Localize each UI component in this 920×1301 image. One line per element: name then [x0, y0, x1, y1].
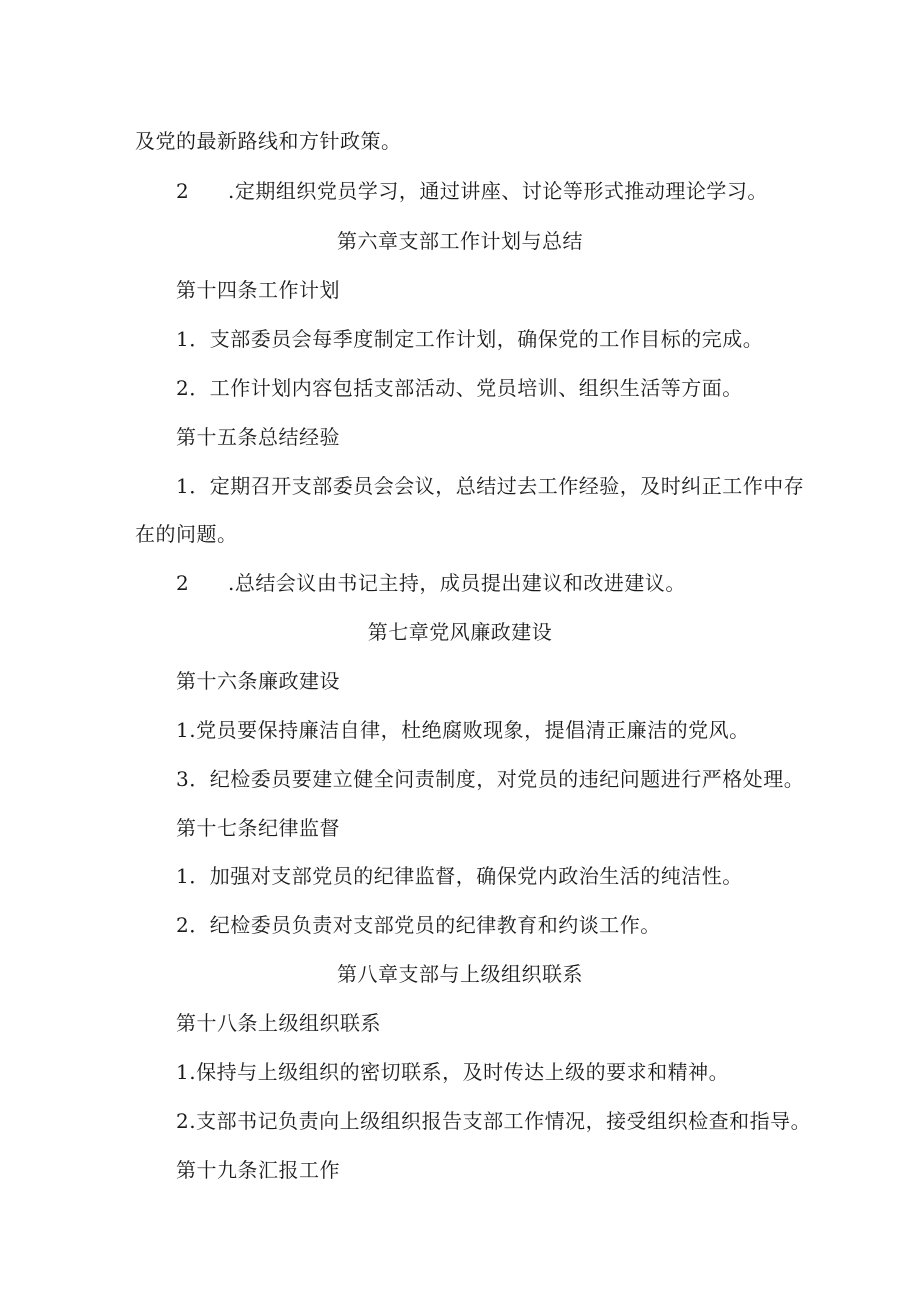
article-heading-19: 第十九条汇报工作: [176, 1158, 340, 1182]
chapter-heading-6: 第六章支部工作计划与总结: [337, 229, 583, 253]
chapter-heading-7: 第七章党风廉政建设: [367, 620, 553, 644]
list-item-text: .定期组织党员学习，通过讲座、讨论等形式推动理论学习。: [228, 179, 768, 203]
article-heading-18: 第十八条上级组织联系: [176, 1011, 381, 1035]
article-heading-14: 第十四条工作计划: [176, 278, 340, 302]
list-number: 2: [176, 179, 190, 203]
list-item-study: [176, 178, 768, 204]
chapter-heading-8: 第八章支部与上级组织联系: [337, 962, 583, 986]
list-item-text: .总结会议由书记主持，成员提出建议和改进建议。: [228, 571, 686, 595]
list-item-summary: [176, 570, 686, 596]
list-item: 1．加强对支部党员的纪律监督，确保党内政治生活的纯洁性。: [176, 864, 743, 888]
list-item: 1．定期召开支部委员会会议，总结过去工作经验，及时纠正工作中存: [176, 474, 805, 498]
list-item: 1.党员要保持廉洁自律，杜绝腐败现象，提倡清正廉洁的党风。: [176, 718, 750, 742]
article-heading-17: 第十七条纪律监督: [176, 816, 340, 840]
article-heading-15: 第十五条总结经验: [176, 425, 340, 449]
article-heading-16: 第十六条廉政建设: [176, 669, 340, 693]
list-number: 2: [176, 571, 190, 595]
paragraph-continuation: 及党的最新路线和方针政策。: [135, 129, 402, 153]
paragraph-continuation: 在的问题。: [135, 522, 238, 546]
list-item: 2．工作计划内容包括支部活动、党员培训、组织生活等方面。: [176, 376, 743, 400]
list-item: 3．纪检委员要建立健全问责制度，对党员的违纪问题进行严格处理。: [176, 767, 805, 791]
list-item: 2．纪检委员负责对支部党员的纪律教育和约谈工作。: [176, 913, 661, 937]
list-item: 2.支部书记负责向上级组织报告支部工作情况，接受组织检查和指导。: [176, 1109, 812, 1133]
list-item: 1.保持与上级组织的密切联系，及时传达上级的要求和精神。: [176, 1060, 730, 1084]
list-item: 1．支部委员会每季度制定工作计划，确保党的工作目标的完成。: [176, 327, 764, 351]
